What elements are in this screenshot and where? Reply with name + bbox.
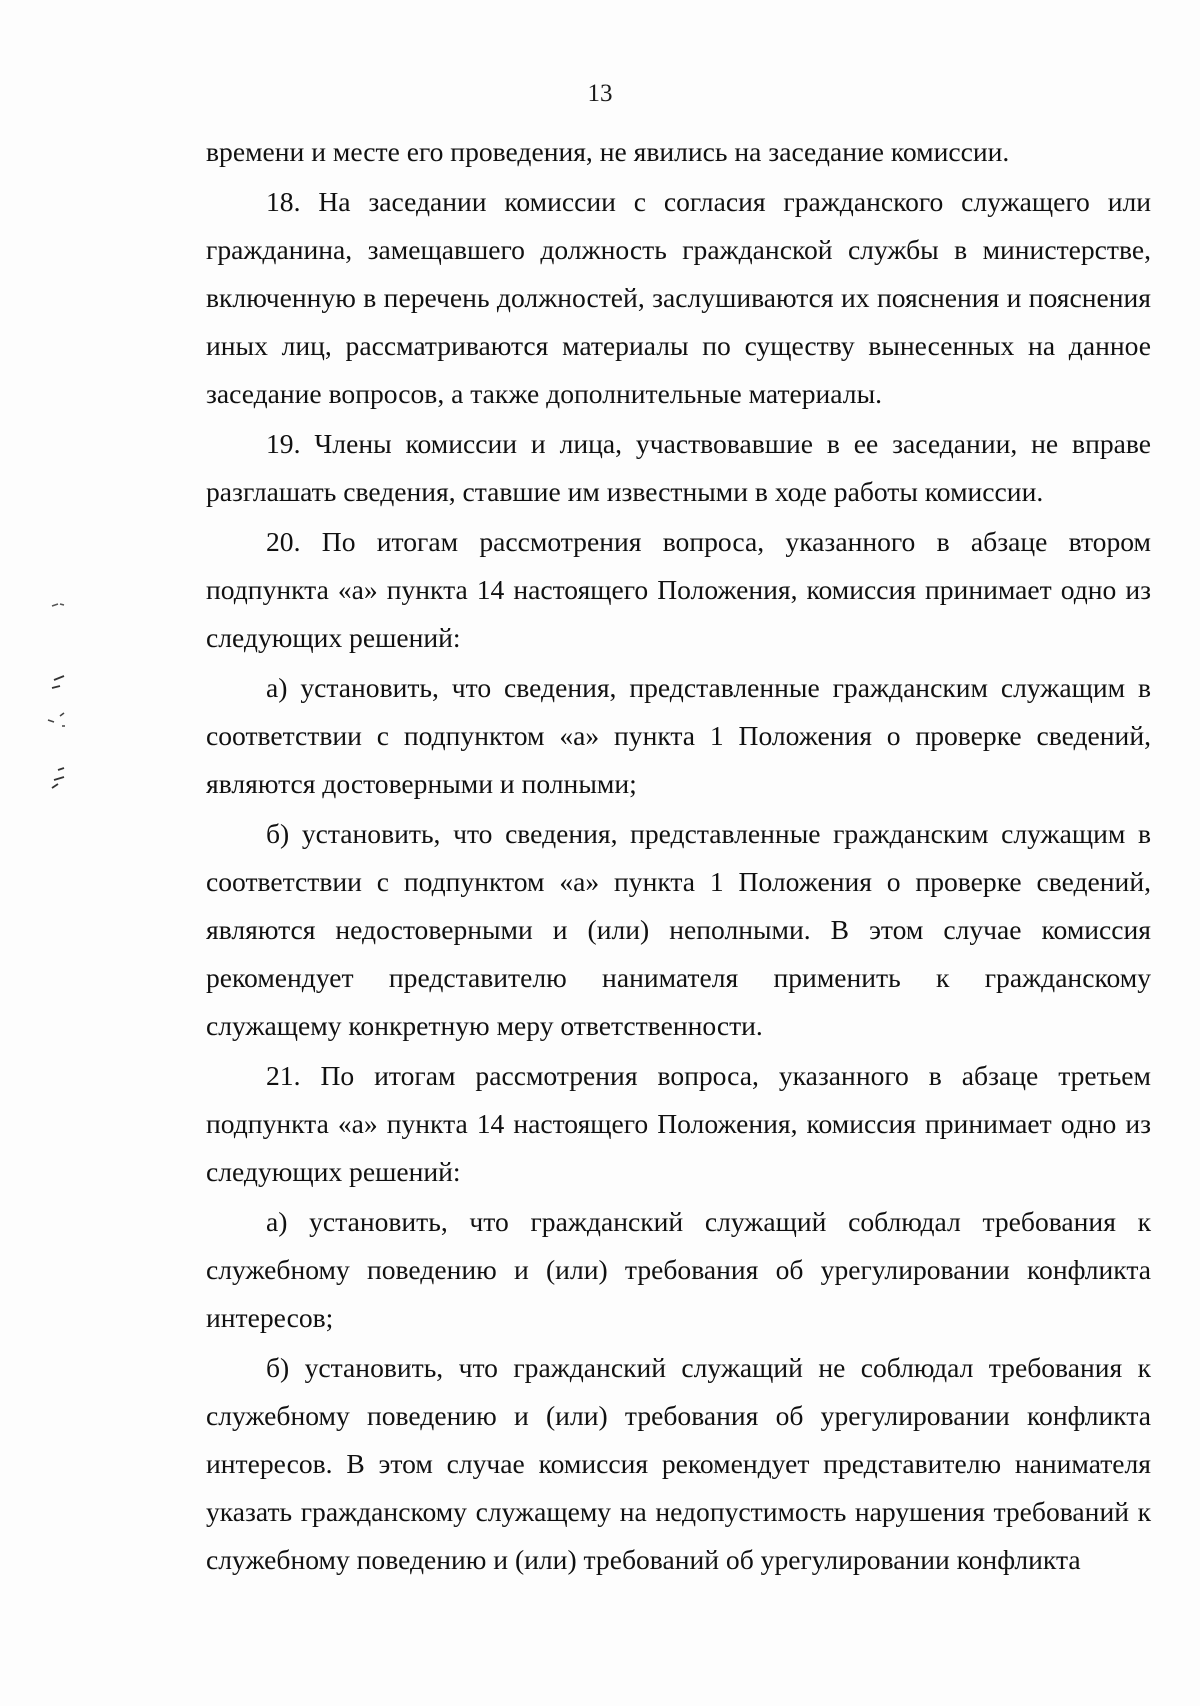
paragraph-20-b: б) установить, что сведения, представленные гражданским служащим в соответствии с подпунктом «а» пункта 1 Положения о проверке сведений, являются недостоверными и (или) неполными. В этом случае комиссия рекомендует представителю нанимателя применить к гражданскому служащему конкретную меру ответственности. [206,818,1151,1041]
document-text [206,128,1151,1586]
paragraph-19: 19. Члены комиссии и лица, участвовавшие в ее заседании, не вправе разглашать сведения, ставшие им известными в ходе работы комиссии. [206,428,1151,507]
paragraph-21-a: а) установить, что гражданский служащий соблюдал требования к служебному поведению и (или) требования об урегулировании конфликта интересов; [206,1206,1151,1333]
paragraph-continuation: времени и месте его проведения, не явились на заседание комиссии. [206,136,1010,167]
paragraph-20: 20. По итогам рассмотрения вопроса, указанного в абзаце втором подпункта «а» пункта 14 настоящего Положения, комиссия принимает одно из следующих решений: [206,526,1151,653]
paragraph-20-a: а) установить, что сведения, представленные гражданским служащим в соответствии с подпунктом «а» пункта 1 Положения о проверке сведений, являются достоверными и полными; [206,672,1151,799]
paragraph-21: 21. По итогам рассмотрения вопроса, указанного в абзаце третьем подпункта «а» пункта 14 настоящего Положения, комиссия принимает одно из следующих решений: [206,1060,1151,1187]
page-number: 13 [587,80,613,107]
paragraph-21-b: б) установить, что гражданский служащий не соблюдал требования к служебному поведению и (или) требования об урегулировании конфликта интересов. В этом случае комиссия рекомендует представителю нанимателя указать гражданскому служащему на недопустимость нарушения требований к служебному поведению и (или) требований об урегулировании конфликта [206,1352,1151,1575]
paragraph-18: 18. На заседании комиссии с согласия гражданского служащего или гражданина, замещавшего должность гражданской службы в министерстве, включенную в перечень должностей, заслушиваются их пояснения и пояснения иных лиц, рассматриваются материалы по существу вынесенных на данное заседание вопросов, а также дополнительные материалы. [206,186,1151,409]
scan-margin-marks [40,600,80,820]
